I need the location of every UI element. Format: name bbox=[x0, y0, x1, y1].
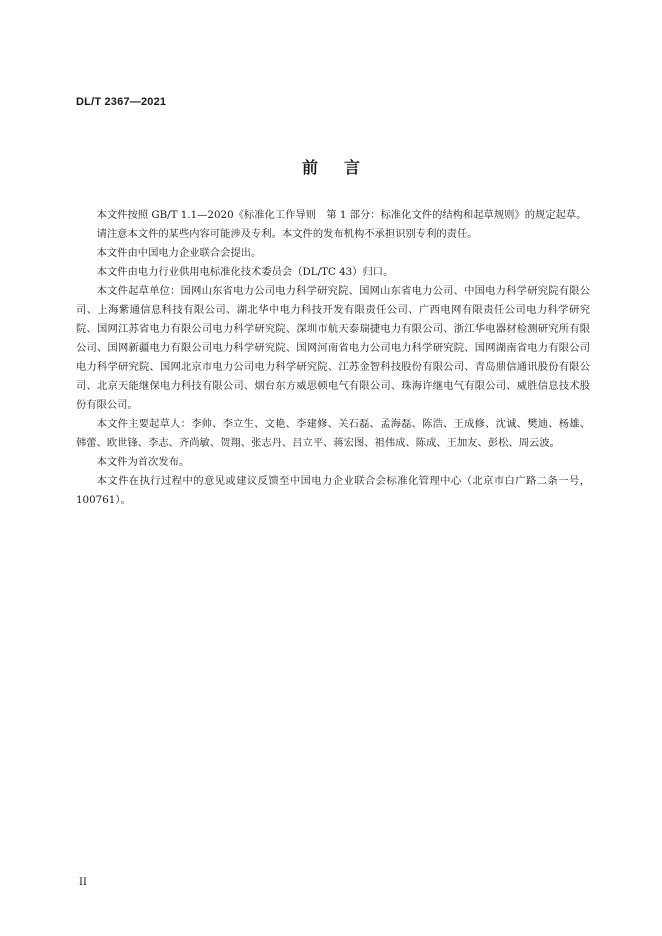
foreword-body bbox=[76, 206, 590, 510]
paragraph-first-release: 本文件为首次发布。 bbox=[96, 456, 190, 468]
paragraph-under-jurisdiction: 本文件由电力行业供用电标准化技术委员会（DL/TC 43）归口。 bbox=[96, 266, 394, 278]
paragraph-proposed-by: 本文件由中国电力企业联合会提出。 bbox=[96, 247, 262, 259]
page-number: II bbox=[79, 877, 87, 888]
document-code: DL/T 2367—2021 bbox=[76, 96, 167, 108]
paragraph-patent-notice: 请注意本文件的某些内容可能涉及专利。本文件的发布机构不承担识别专利的责任。 bbox=[96, 228, 478, 240]
paragraph-drafting-organizations: 本文件起草单位：国网山东省电力公司电力科学研究院、国网山东省电力公司、中国电力科学研究院有限公司、上海紫通信息科技有限公司、湖北华中电力科技开发有限责任公司、广西电网有限责任公司电力科学研究院、国网江苏省电力有限公司电力科学研究院、深圳市航天泰瑞捷电力有限公司、浙江华电器材检测研究所有限公司、国网新疆电力有限公司电力科学研究院、国网河南省电力公司电力科学研究院、国网湖南省电力有限公司电力科学研究院、国网北京市电力公司电力科学研究院、江苏金智科技股份有限公司、青岛鼎信通讯股份有限公司、北京天能继保电力科技有限公司、烟台东方威思顿电气有限公司、珠海许继电气有限公司、威胜信息技术股份有限公司。 bbox=[76, 285, 590, 411]
paragraph-drafting-rules: 本文件按照 GB/T 1.1—2020《标准化工作导则 第 1 部分：标准化文件的结构和起草规则》的规定起草。 bbox=[96, 209, 587, 221]
page-title: 前言 bbox=[301, 158, 386, 177]
paragraph-main-drafters: 本文件主要起草人：李帅、李立生、文艳、李建修、关石磊、孟海磊、陈浩、王成修、沈诚、樊迪、杨雄、韩蕾、欧世锋、李志、齐尚敏、贺翔、张志丹、吕立平、蒋宏图、祖伟成、陈成、王加友、彭松、周云波。 bbox=[76, 418, 590, 449]
paragraph-feedback-contact: 本文件在执行过程中的意见或建议反馈至中国电力企业联合会标准化管理中心（北京市白广路二条一号，100761）。 bbox=[76, 475, 590, 506]
